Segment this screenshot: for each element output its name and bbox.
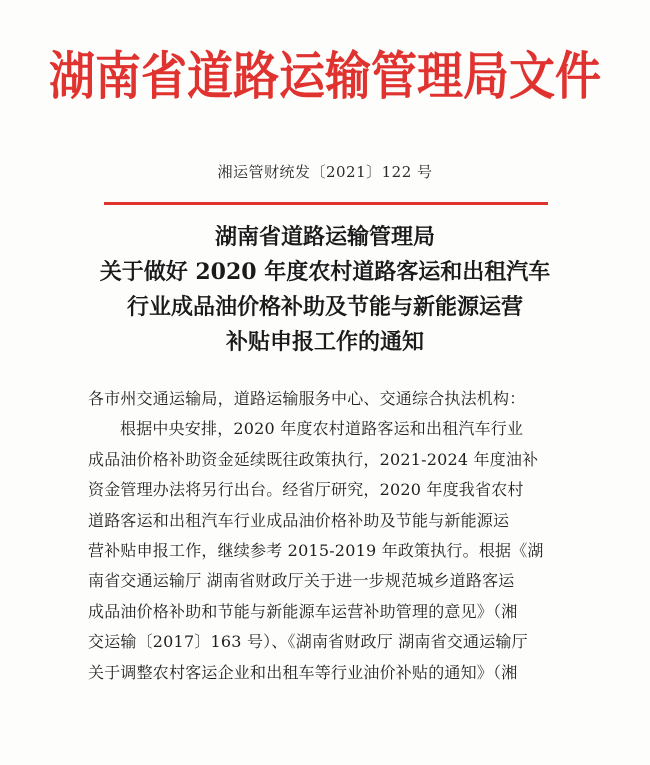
document-masthead: 湖南省道路运输管理局文件 [49,46,601,107]
title-line: 行业成品油价格补助及节能与新能源运营 [126,294,523,320]
document-number: 湘运管财统发〔2021〕122 号 [217,163,433,181]
title-line: 关于做好 2020 年度农村道路客运和出租汽车 [99,259,551,285]
title-line: 补贴申报工作的通知 [225,329,424,355]
body-line: 南省交通运输厅 湖南省财政厅关于进一步规范城乡道路客运 [88,571,515,591]
document-body [88,384,576,688]
body-line: 根据中央安排，2020 年度农村道路客运和出租汽车行业 [120,419,524,439]
body-line: 交运输〔2017〕163 号）、《湖南省财政厅 湖南省交通运输厅 [88,632,528,652]
salutation-line: 各市州交通运输局，道路运输服务中心、交通综合执法机构： [88,389,526,408]
red-divider-line [104,202,548,205]
body-line: 营补贴申报工作，继续参考 2015-2019 年政策执行。根据《湖 [88,541,544,561]
body-line: 关于调整农村客运企业和出租车等行业油价补贴的通知》（湘 [88,662,518,682]
title-line: 湖南省道路运输管理局 [214,224,435,250]
body-line: 道路客运和出租汽车行业成品油价格补助及节能与新能源运 [88,510,510,530]
body-line: 成品油价格补助和节能与新能源车运营补助管理的意见》（湘 [88,601,518,621]
document-title [0,220,650,360]
body-line: 资金管理办法将另行出台。经省厅研究，2020 年度我省农村 [88,480,524,500]
body-line: 成品油价格补助资金延续既往政策执行，2021-2024 年度油补 [88,449,539,469]
